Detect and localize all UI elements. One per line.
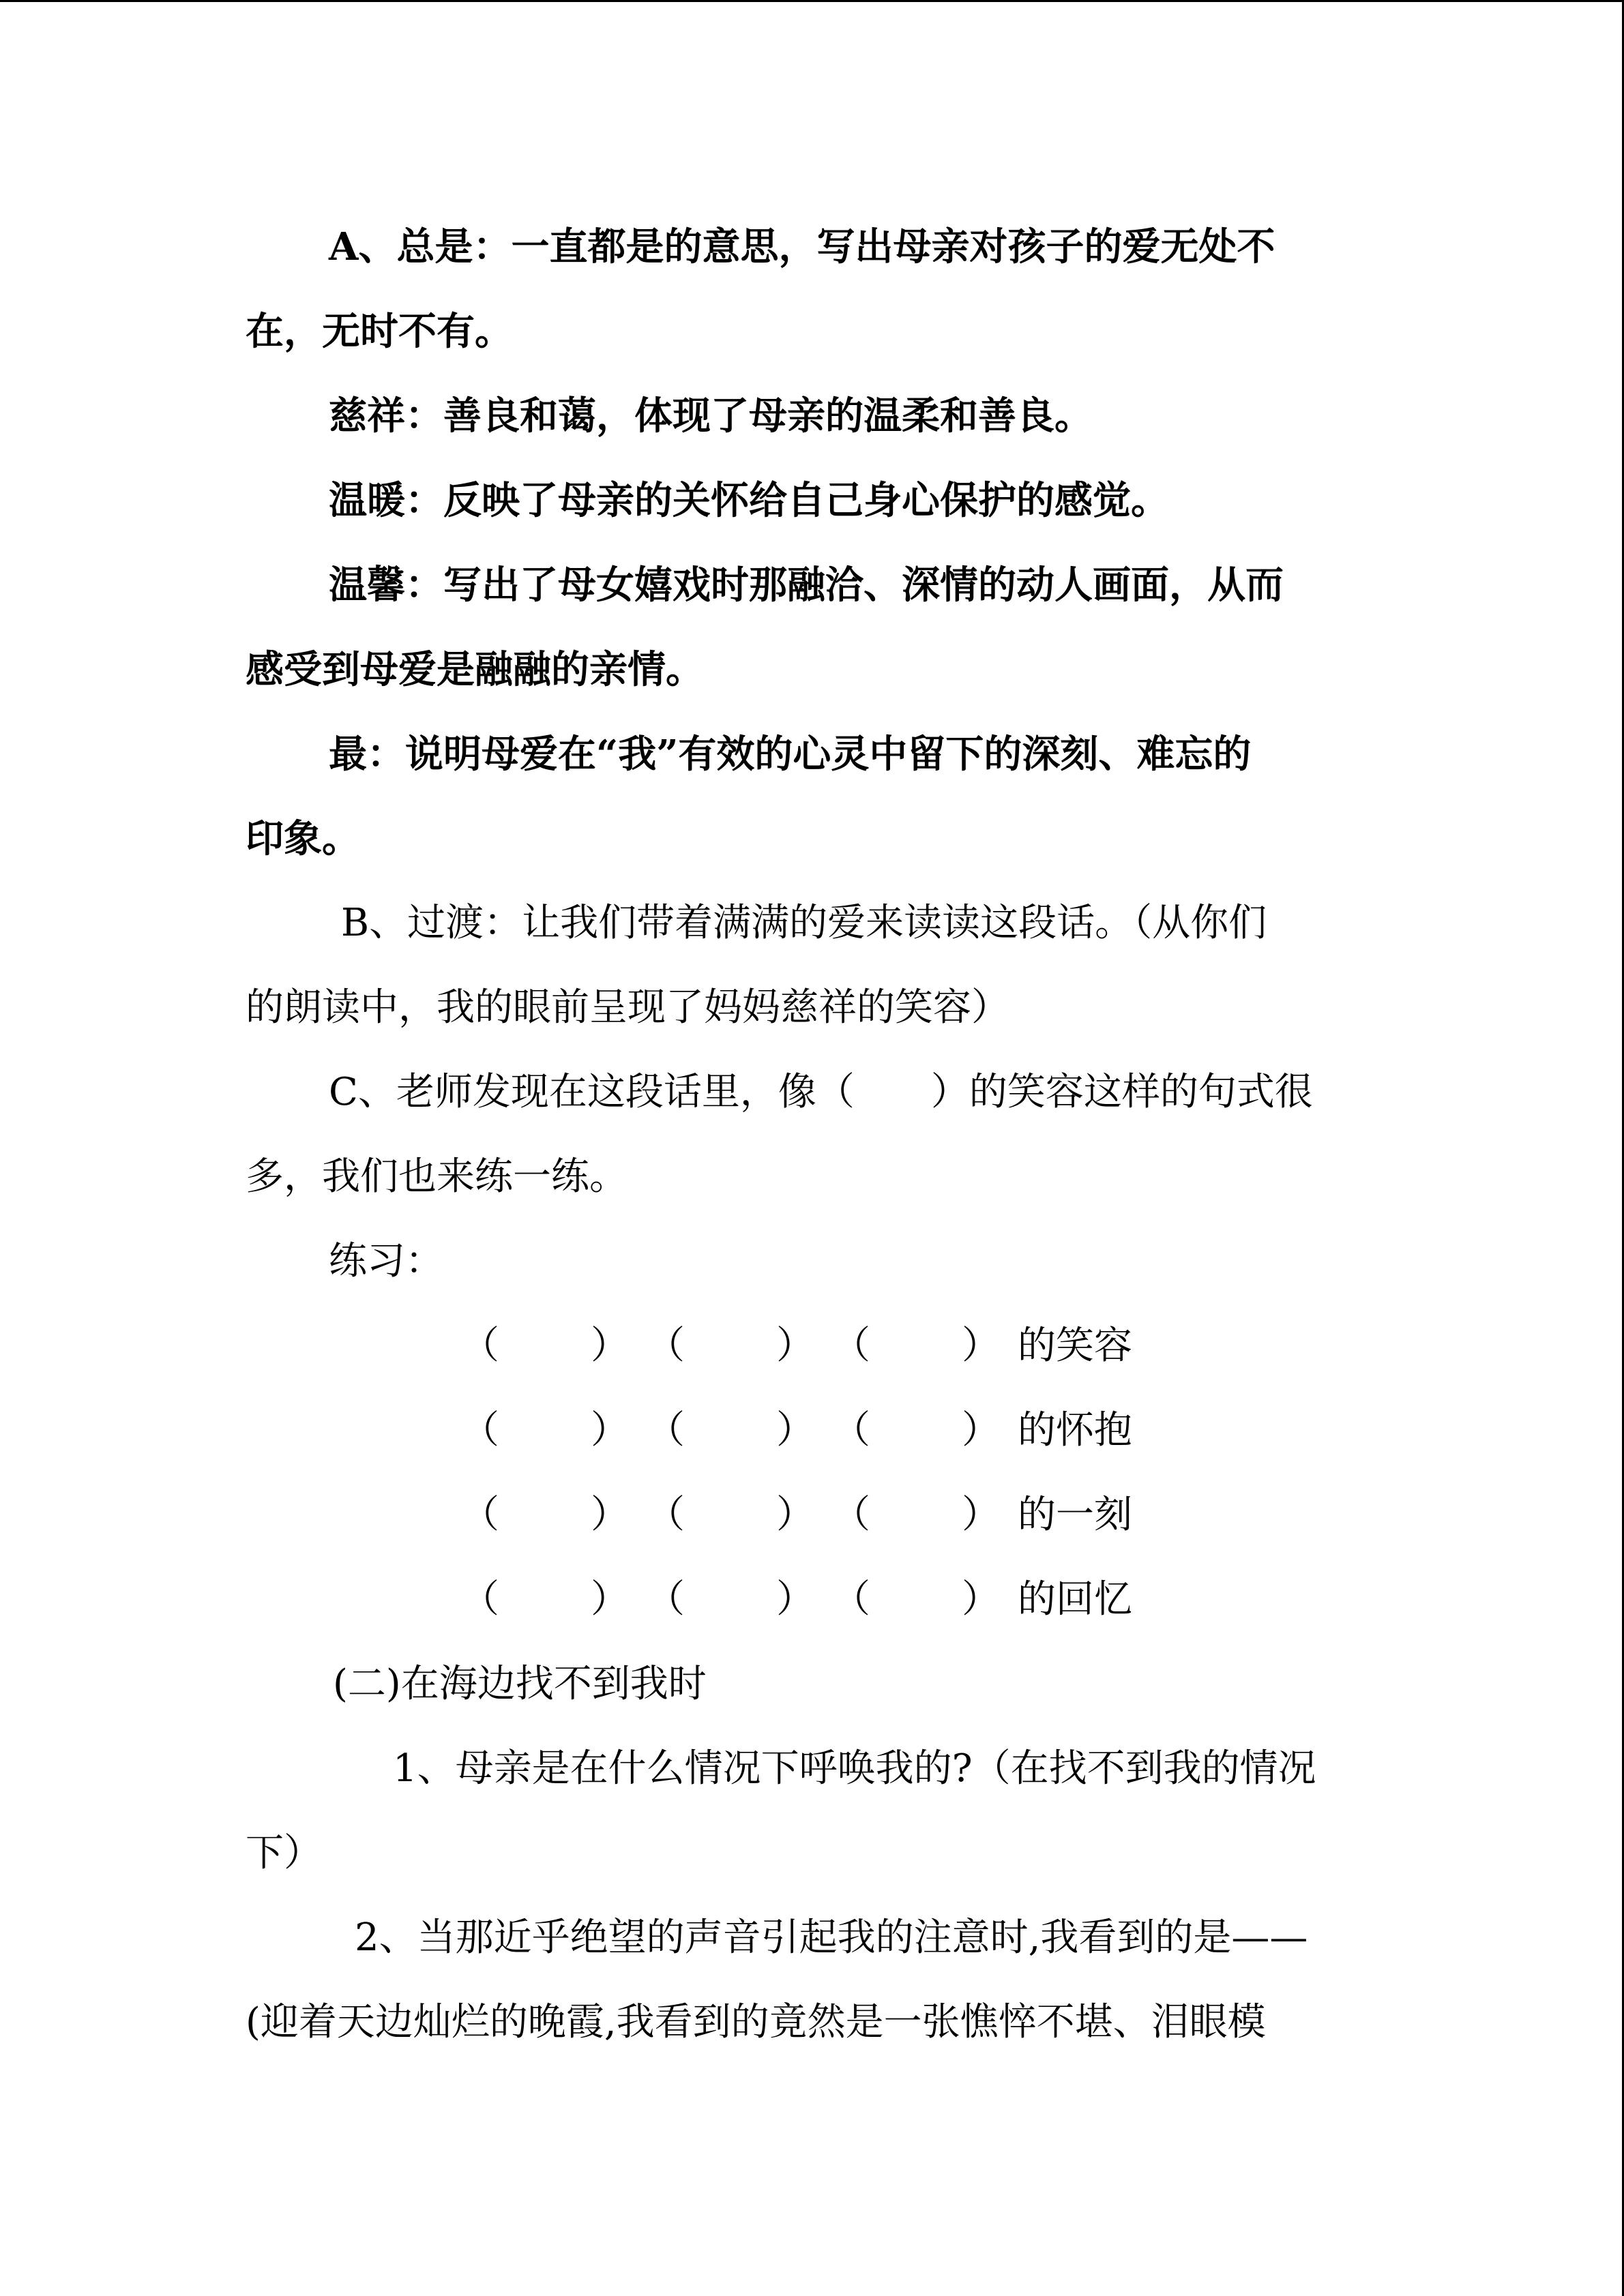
blank-2: （ ）: [647, 1493, 814, 1537]
blank-3: （ ）: [832, 1577, 1000, 1622]
top-border: [0, 0, 1624, 2]
exercise-row: [246, 1557, 1378, 1642]
page-content: [246, 205, 1378, 2065]
practice-label: 练习：: [329, 1239, 443, 1283]
line-q2a: 2、当那近乎绝望的声音引起我的注意时,我看到的是——: [355, 1915, 1308, 1960]
exercise-row: [246, 1304, 1378, 1388]
line-b2: 的朗读中，我的眼前呈现了妈妈慈祥的笑容）: [246, 985, 1009, 1030]
line-zui2: 印象。: [246, 816, 360, 861]
line-cixiang: 慈祥：善良和蔼，体现了母亲的温柔和善良。: [329, 393, 1093, 438]
exercise-suffix: 的怀抱: [1018, 1408, 1132, 1452]
line-wennuan: 温暖：反映了母亲的关怀给自己身心保护的感觉。: [329, 478, 1169, 523]
exercise-suffix: 的回忆: [1018, 1577, 1132, 1622]
blank-1: （ ）: [461, 1577, 629, 1622]
blank-1: （ ）: [461, 1493, 629, 1537]
blank-2: （ ）: [647, 1577, 814, 1622]
line-q2b: (迎着天边灿烂的晚霞,我看到的竟然是一张憔悴不堪、泪眼模: [246, 2000, 1266, 2044]
blank-3: （ ）: [832, 1408, 1000, 1452]
line-q1b: 下）: [246, 1831, 322, 1875]
line-b1: B、过渡：让我们带着满满的爱来读读这段话。（从你们: [341, 901, 1267, 945]
line-zui1: 最：说明母爱在“我”有效的心灵中留下的深刻、难忘的: [329, 732, 1252, 777]
line-a2: 在，无时不有。: [246, 309, 513, 354]
blank-1: （ ）: [461, 1324, 629, 1368]
line-c2: 多，我们也来练一练。: [246, 1154, 628, 1199]
exercise-suffix: 的一刻: [1018, 1493, 1132, 1537]
line-wenxin2: 感受到母爱是融融的亲情。: [246, 647, 704, 692]
blank-3: （ ）: [832, 1324, 1000, 1368]
line-a1: A、总是：一直都是的意思，写出母亲对孩子的爱无处不: [329, 224, 1275, 269]
blank-2: （ ）: [647, 1324, 814, 1368]
exercise-row: [246, 1473, 1378, 1557]
line-c1: C、老师发现在这段话里，像（ ）的笑容这样的句式很: [329, 1070, 1313, 1114]
blank-3: （ ）: [832, 1493, 1000, 1537]
section-heading: (二)在海边找不到我时: [333, 1662, 707, 1706]
blank-1: （ ）: [461, 1408, 629, 1452]
exercise-row: [246, 1388, 1378, 1473]
line-wenxin1: 温馨：写出了母女嬉戏时那融洽、深情的动人画面，从而: [329, 563, 1284, 608]
blank-2: （ ）: [647, 1408, 814, 1452]
exercise-suffix: 的笑容: [1018, 1324, 1132, 1368]
line-q1a: 1、母亲是在什么情况下呼唤我的?（在找不到我的情况: [393, 1746, 1316, 1791]
